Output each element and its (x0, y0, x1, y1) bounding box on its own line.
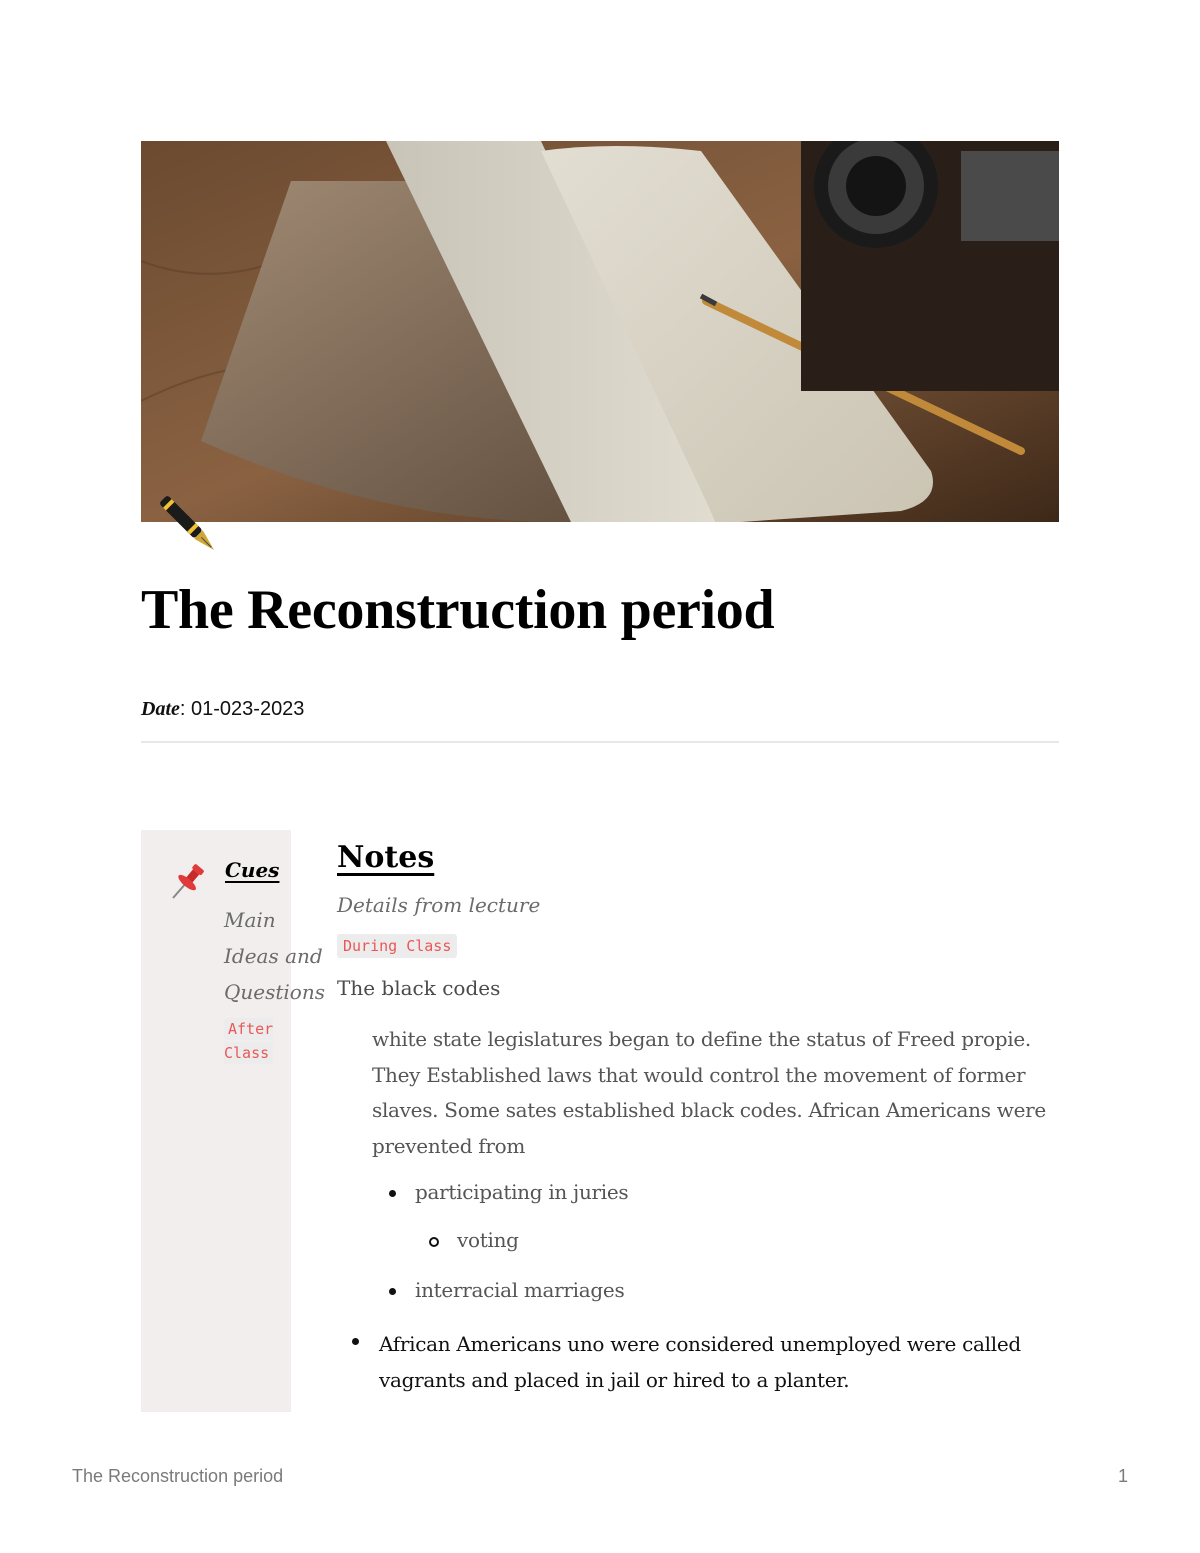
page-number: 1 (1118, 1466, 1129, 1486)
divider (141, 741, 1059, 743)
notes-title: Notes (337, 840, 435, 875)
bullet-dot (389, 1190, 396, 1197)
list-item: interracial marriages (415, 1278, 625, 1302)
notes-paragraph: white state legislatures began to define the status of Freed propie. They Established laws that would control the movement of former slaves. Some sates established black codes. African Americans were prevented from (372, 1027, 1046, 1158)
bullet-dot (389, 1288, 396, 1295)
date-property (141, 698, 304, 721)
page-title: The Reconstruction period (141, 579, 775, 641)
bullet-dot (352, 1338, 359, 1345)
date-value: : 01-023-2023 (179, 698, 305, 720)
cover-photo (141, 141, 1059, 522)
during-class-label: During Class (337, 934, 457, 958)
list-item: participating in juries (415, 1180, 629, 1204)
notes-subtitle: Details from lecture (337, 893, 541, 917)
list-item: African Americans uno were considered unemployed were called vagrants and placed in jail or hired to a planter. (379, 1332, 1021, 1392)
cover-image (141, 141, 1059, 522)
cues-title: Cues (225, 858, 280, 882)
after-class-tag (224, 1017, 288, 1065)
bullet-ring (429, 1237, 439, 1247)
fountain-pen-icon (148, 484, 232, 568)
after-class-label: After Class (224, 1020, 274, 1062)
footer-title: The Reconstruction period (72, 1466, 284, 1486)
list-item: voting (457, 1228, 519, 1252)
during-class-tag (337, 936, 457, 955)
cues-subtitle: Main Ideas and Questions (224, 908, 325, 1004)
pushpin-icon (165, 860, 209, 904)
notes-heading: The black codes (337, 976, 501, 1000)
date-label: Date (141, 698, 180, 720)
